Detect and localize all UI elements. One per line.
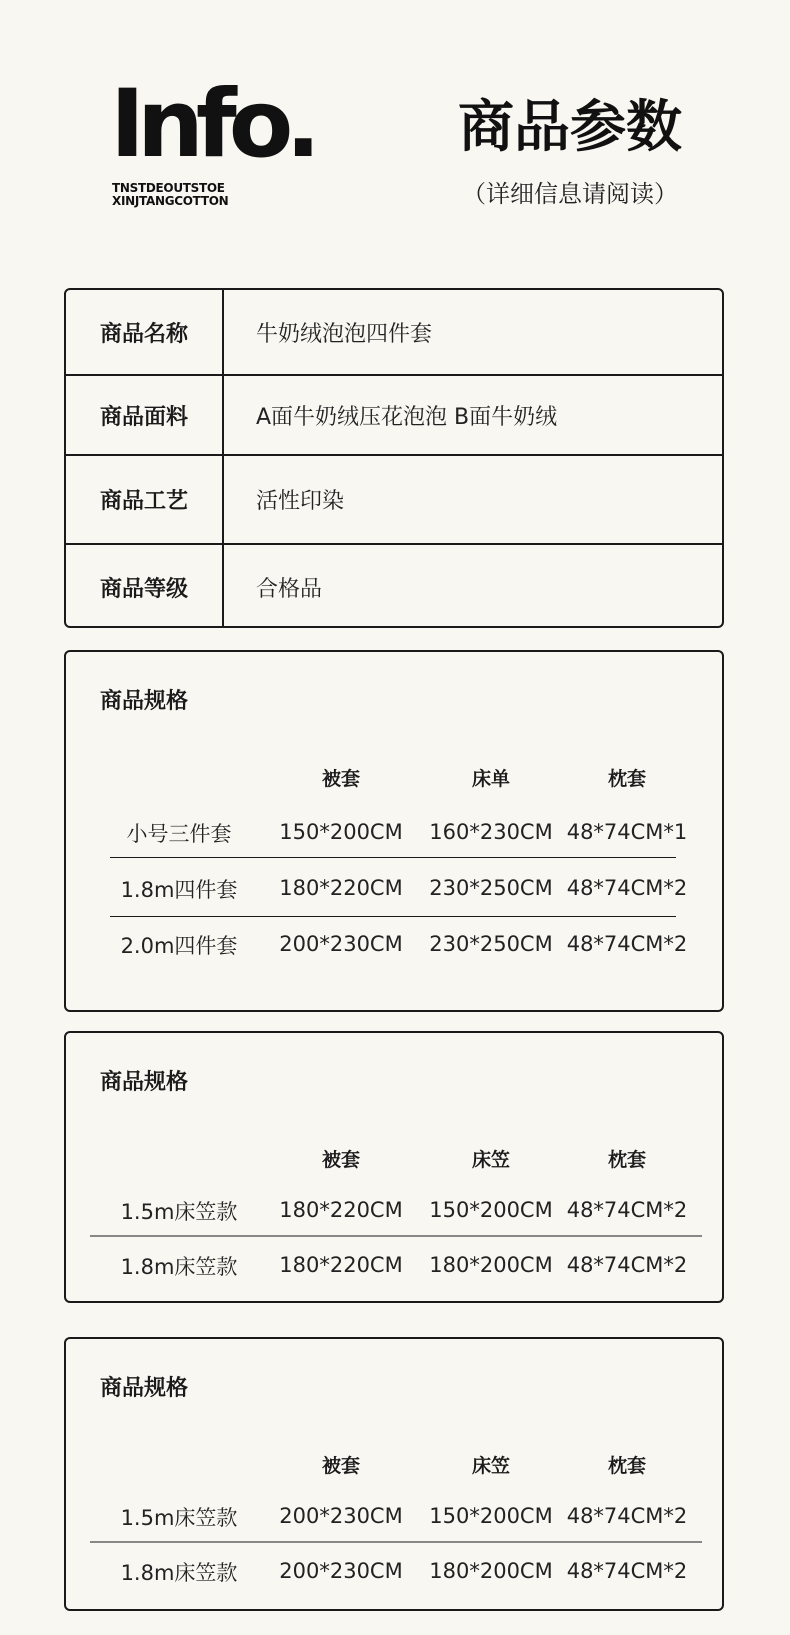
page-title: 商品参数 xyxy=(458,95,682,160)
table-cell: 230*250CM xyxy=(429,932,553,956)
table-cell: 180*220CM xyxy=(279,1253,403,1277)
table-cell: 48*74CM*2 xyxy=(566,1198,688,1222)
spec-title: 商品规格 xyxy=(100,1070,189,1095)
row-name: 2.0m四件套 xyxy=(120,934,238,958)
row-name: 小号三件套 xyxy=(126,822,232,846)
info-label: 商品面料 xyxy=(66,376,224,454)
row-name: 1.8m四件套 xyxy=(120,878,238,902)
info-value: 合格品 xyxy=(256,577,323,602)
table-cell: 180*220CM xyxy=(279,876,403,900)
info-row-fabric xyxy=(66,376,722,456)
info-row-name xyxy=(66,290,722,376)
column-header: 枕套 xyxy=(607,1149,646,1171)
table-cell: 230*250CM xyxy=(429,876,553,900)
column-header: 被套 xyxy=(321,768,360,790)
table-cell: 150*200CM xyxy=(429,1504,553,1528)
info-value: 活性印染 xyxy=(256,489,345,514)
table-cell: 200*230CM xyxy=(279,932,403,956)
table-cell: 150*200CM xyxy=(429,1198,553,1222)
info-value: 牛奶绒泡泡四件套 xyxy=(256,321,433,347)
table-cell: 180*200CM xyxy=(429,1253,553,1277)
spec-title: 商品规格 xyxy=(100,1376,189,1401)
table-cell: 180*220CM xyxy=(279,1198,403,1222)
column-header: 床笠 xyxy=(471,1149,510,1171)
row-name: 1.8m床笠款 xyxy=(120,1255,238,1279)
row-divider xyxy=(90,1235,702,1237)
table-cell: 48*74CM*2 xyxy=(566,932,688,956)
info-value: A面牛奶绒压花泡泡 B面牛奶绒 xyxy=(256,404,558,430)
info-label: 商品名称 xyxy=(66,290,224,374)
column-header: 枕套 xyxy=(607,1455,646,1477)
table-cell: 48*74CM*1 xyxy=(566,820,688,844)
table-cell: 180*200CM xyxy=(429,1559,553,1583)
column-header: 被套 xyxy=(321,1455,360,1477)
table-cell: 200*230CM xyxy=(279,1559,403,1583)
table-cell: 48*74CM*2 xyxy=(566,1504,688,1528)
logo-subline-1: TNSTDEOUTSTOE xyxy=(112,181,225,195)
spec-title: 商品规格 xyxy=(100,689,189,714)
info-table xyxy=(64,288,724,628)
spec-box-3 xyxy=(64,1337,724,1611)
column-header: 床单 xyxy=(471,768,510,790)
spec-box-1 xyxy=(64,650,724,1012)
page-subtitle: （详细信息请阅读） xyxy=(462,180,678,208)
info-row-grade xyxy=(66,545,722,628)
table-cell: 48*74CM*2 xyxy=(566,1559,688,1583)
table-cell: 200*230CM xyxy=(279,1504,403,1528)
row-divider xyxy=(110,916,676,917)
info-label: 商品工艺 xyxy=(66,456,224,543)
row-name: 1.5m床笠款 xyxy=(120,1506,238,1530)
spec-box-2 xyxy=(64,1031,724,1303)
logo-word: Info. xyxy=(110,70,314,179)
table-cell: 150*200CM xyxy=(279,820,403,844)
info-label: 商品等级 xyxy=(66,545,224,628)
table-cell: 48*74CM*2 xyxy=(566,1253,688,1277)
info-row-craft xyxy=(66,456,722,545)
column-header: 床笠 xyxy=(471,1455,510,1477)
column-header: 枕套 xyxy=(607,768,646,790)
row-divider xyxy=(90,1541,702,1543)
row-divider xyxy=(110,857,676,858)
row-name: 1.5m床笠款 xyxy=(120,1200,238,1224)
table-cell: 160*230CM xyxy=(429,820,553,844)
row-name: 1.8m床笠款 xyxy=(120,1561,238,1585)
table-cell: 48*74CM*2 xyxy=(566,876,688,900)
logo-subline-2: XINJTANGCOTTON xyxy=(112,194,229,208)
column-header: 被套 xyxy=(321,1149,360,1171)
